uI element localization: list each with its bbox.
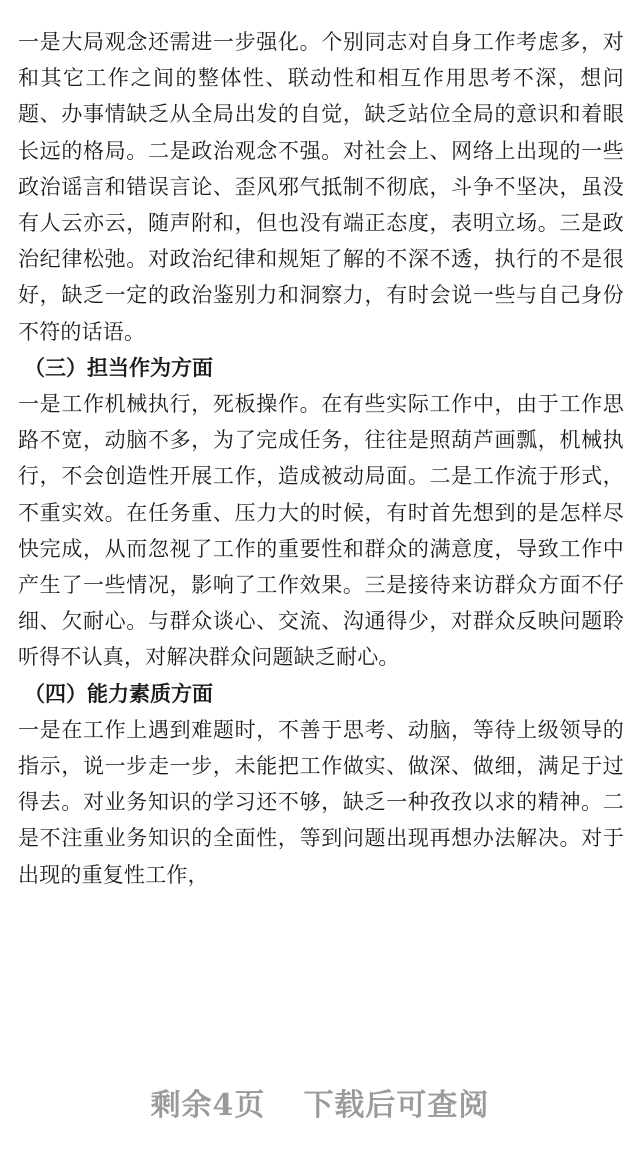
download-prompt-banner[interactable] [0,1080,640,1124]
remaining-pages-label: 剩余4页 [150,1088,266,1123]
paragraph-competence: 一是在工作上遇到难题时，不善于思考、动脑，等待上级领导的指示，说一步走一步，未能把工作做实、做深、做细，满足于过得去。对业务知识的学习还不够，缺乏一种孜孜以求的精神。二是不注重业务知识的全面性，等到问题出现再想办法解决。对于出现的重复性工作， [18,717,624,887]
document-body [18,24,624,893]
section-heading-competence: （四）能力素质方面 [24,681,213,706]
download-to-view-label: 下载后可查阅 [303,1088,490,1123]
paragraph-political-awareness: 一是大局观念还需进一步强化。个别同志对自身工作考虑多，对和其它工作之间的整体性、联动性和相互作用思考不深，想问题、办事情缺乏从全局出发的自觉，缺乏站位全局的意识和着眼长远的格局。二是政治观念不强。对社会上、网络上出现的一些政治谣言和错误言论、歪风邪气抵制不彻底，斗争不坚决，虽没有人云亦云，随声附和，但也没有端正态度，表明立场。三是政治纪律松弛。对政治纪律和规矩了解的不深不透，执行的不是很好，缺乏一定的政治鉴别力和洞察力，有时会说一些与自己身份不符的话语。 [18,30,624,344]
paragraph-responsibility: 一是工作机械执行，死板操作。在有些实际工作中，由于工作思路不宽，动脑不多，为了完成任务，往往是照葫芦画瓢，机械执行，不会创造性开展工作，造成被动局面。二是工作流于形式，不重实效。在任务重、压力大的时候，有时首先想到的是怎样尽快完成，从而忽视了工作的重要性和群众的满意度，导致工作中产生了一些情况，影响了工作效果。三是接待来访群众方面不仔细、欠耐心。与群众谈心、交流、沟通得少，对群众反映问题聆听得不认真，对解决群众问题缺乏耐心。 [18,392,624,670]
section-heading-responsibility: （三）担当作为方面 [24,355,213,380]
